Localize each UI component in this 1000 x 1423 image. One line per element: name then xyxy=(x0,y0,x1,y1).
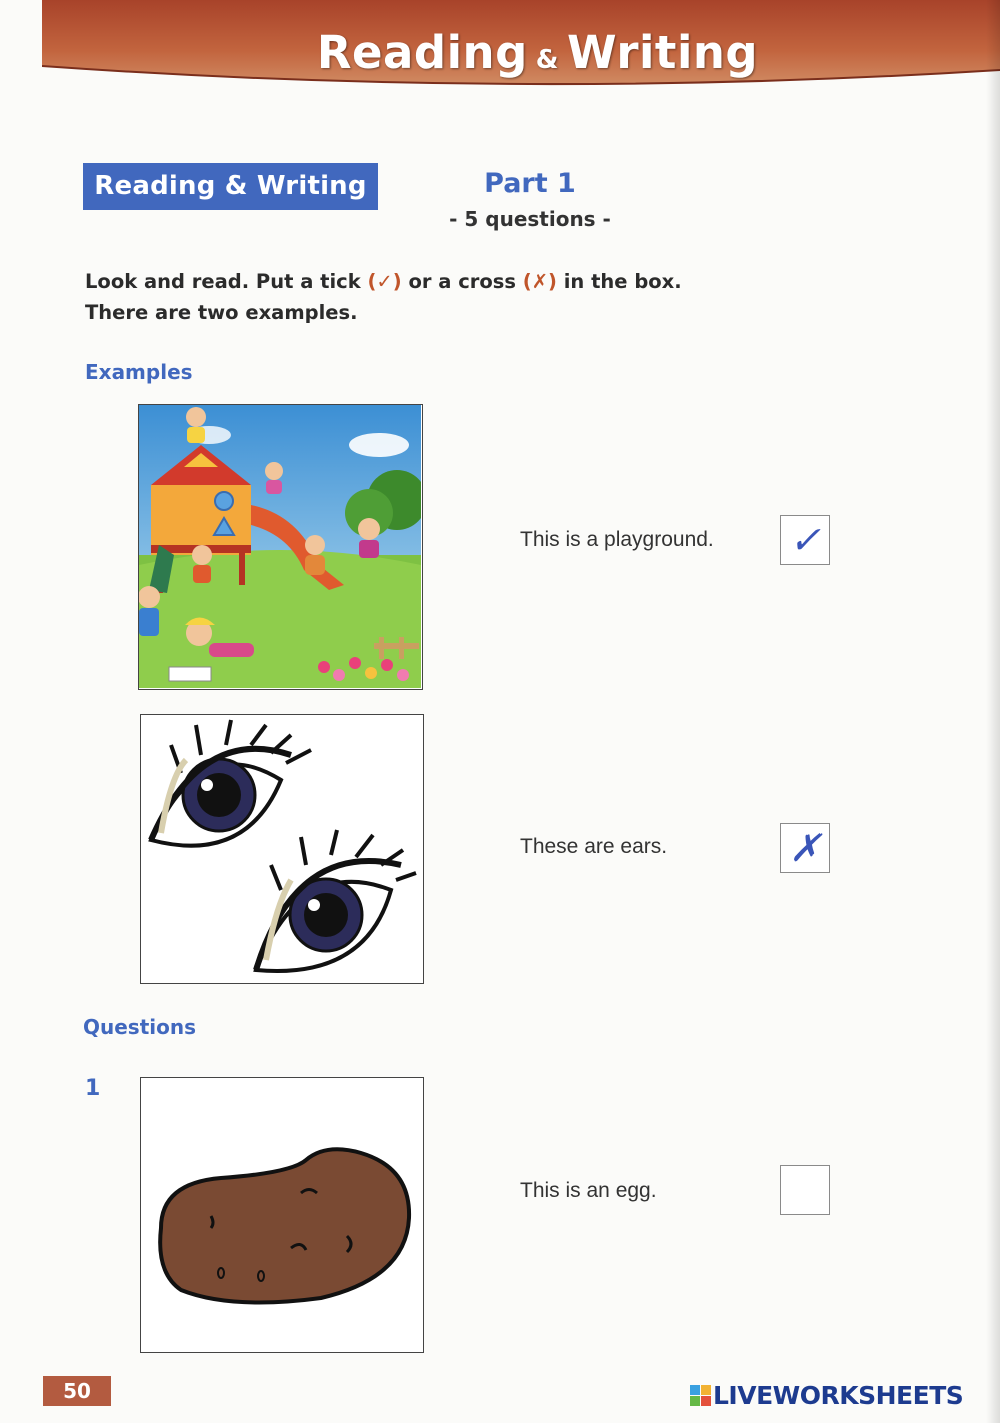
examples-heading: Examples xyxy=(85,360,193,384)
eye-top-left xyxy=(151,720,311,846)
eye-bottom-right xyxy=(256,830,416,971)
part-subtitle: - 5 questions - xyxy=(449,207,611,231)
page-edge-shadow xyxy=(986,0,1000,1423)
eyes-image xyxy=(140,714,424,984)
questions-heading: Questions xyxy=(83,1015,197,1039)
example-2-answer-box xyxy=(780,823,830,873)
question-1-answer-box[interactable] xyxy=(780,1165,830,1215)
cross-symbol: (✗) xyxy=(522,270,557,293)
instructions xyxy=(85,266,682,328)
section-label: Reading & Writing xyxy=(83,163,378,210)
header-title: Reading & Writing xyxy=(316,26,759,79)
example-1-sentence: This is a playground. xyxy=(520,528,714,551)
example-1-answer-box xyxy=(780,515,830,565)
tick-mark-icon: ✓ xyxy=(789,518,821,562)
liveworksheets-brand xyxy=(690,1380,963,1410)
cross-mark-icon: ✗ xyxy=(789,826,821,870)
tick-symbol: (✓) xyxy=(367,270,402,293)
instruction-line-2: There are two examples. xyxy=(85,301,358,324)
brand-name: LIVEWORKSHEETS xyxy=(713,1380,964,1410)
example-2-sentence: These are ears. xyxy=(520,835,668,858)
question-1-number: 1 xyxy=(85,1076,101,1101)
instruction-line-1: Look and read. Put a tick (✓) or a cross (✗) in the box. xyxy=(85,270,682,293)
part-title: Part 1 xyxy=(484,168,576,199)
playground-image xyxy=(138,404,423,690)
potato-image xyxy=(140,1077,424,1353)
liveworksheets-logo-icon xyxy=(690,1385,711,1406)
question-1-sentence: This is an egg. xyxy=(520,1179,657,1202)
page-number: 50 xyxy=(43,1376,111,1406)
